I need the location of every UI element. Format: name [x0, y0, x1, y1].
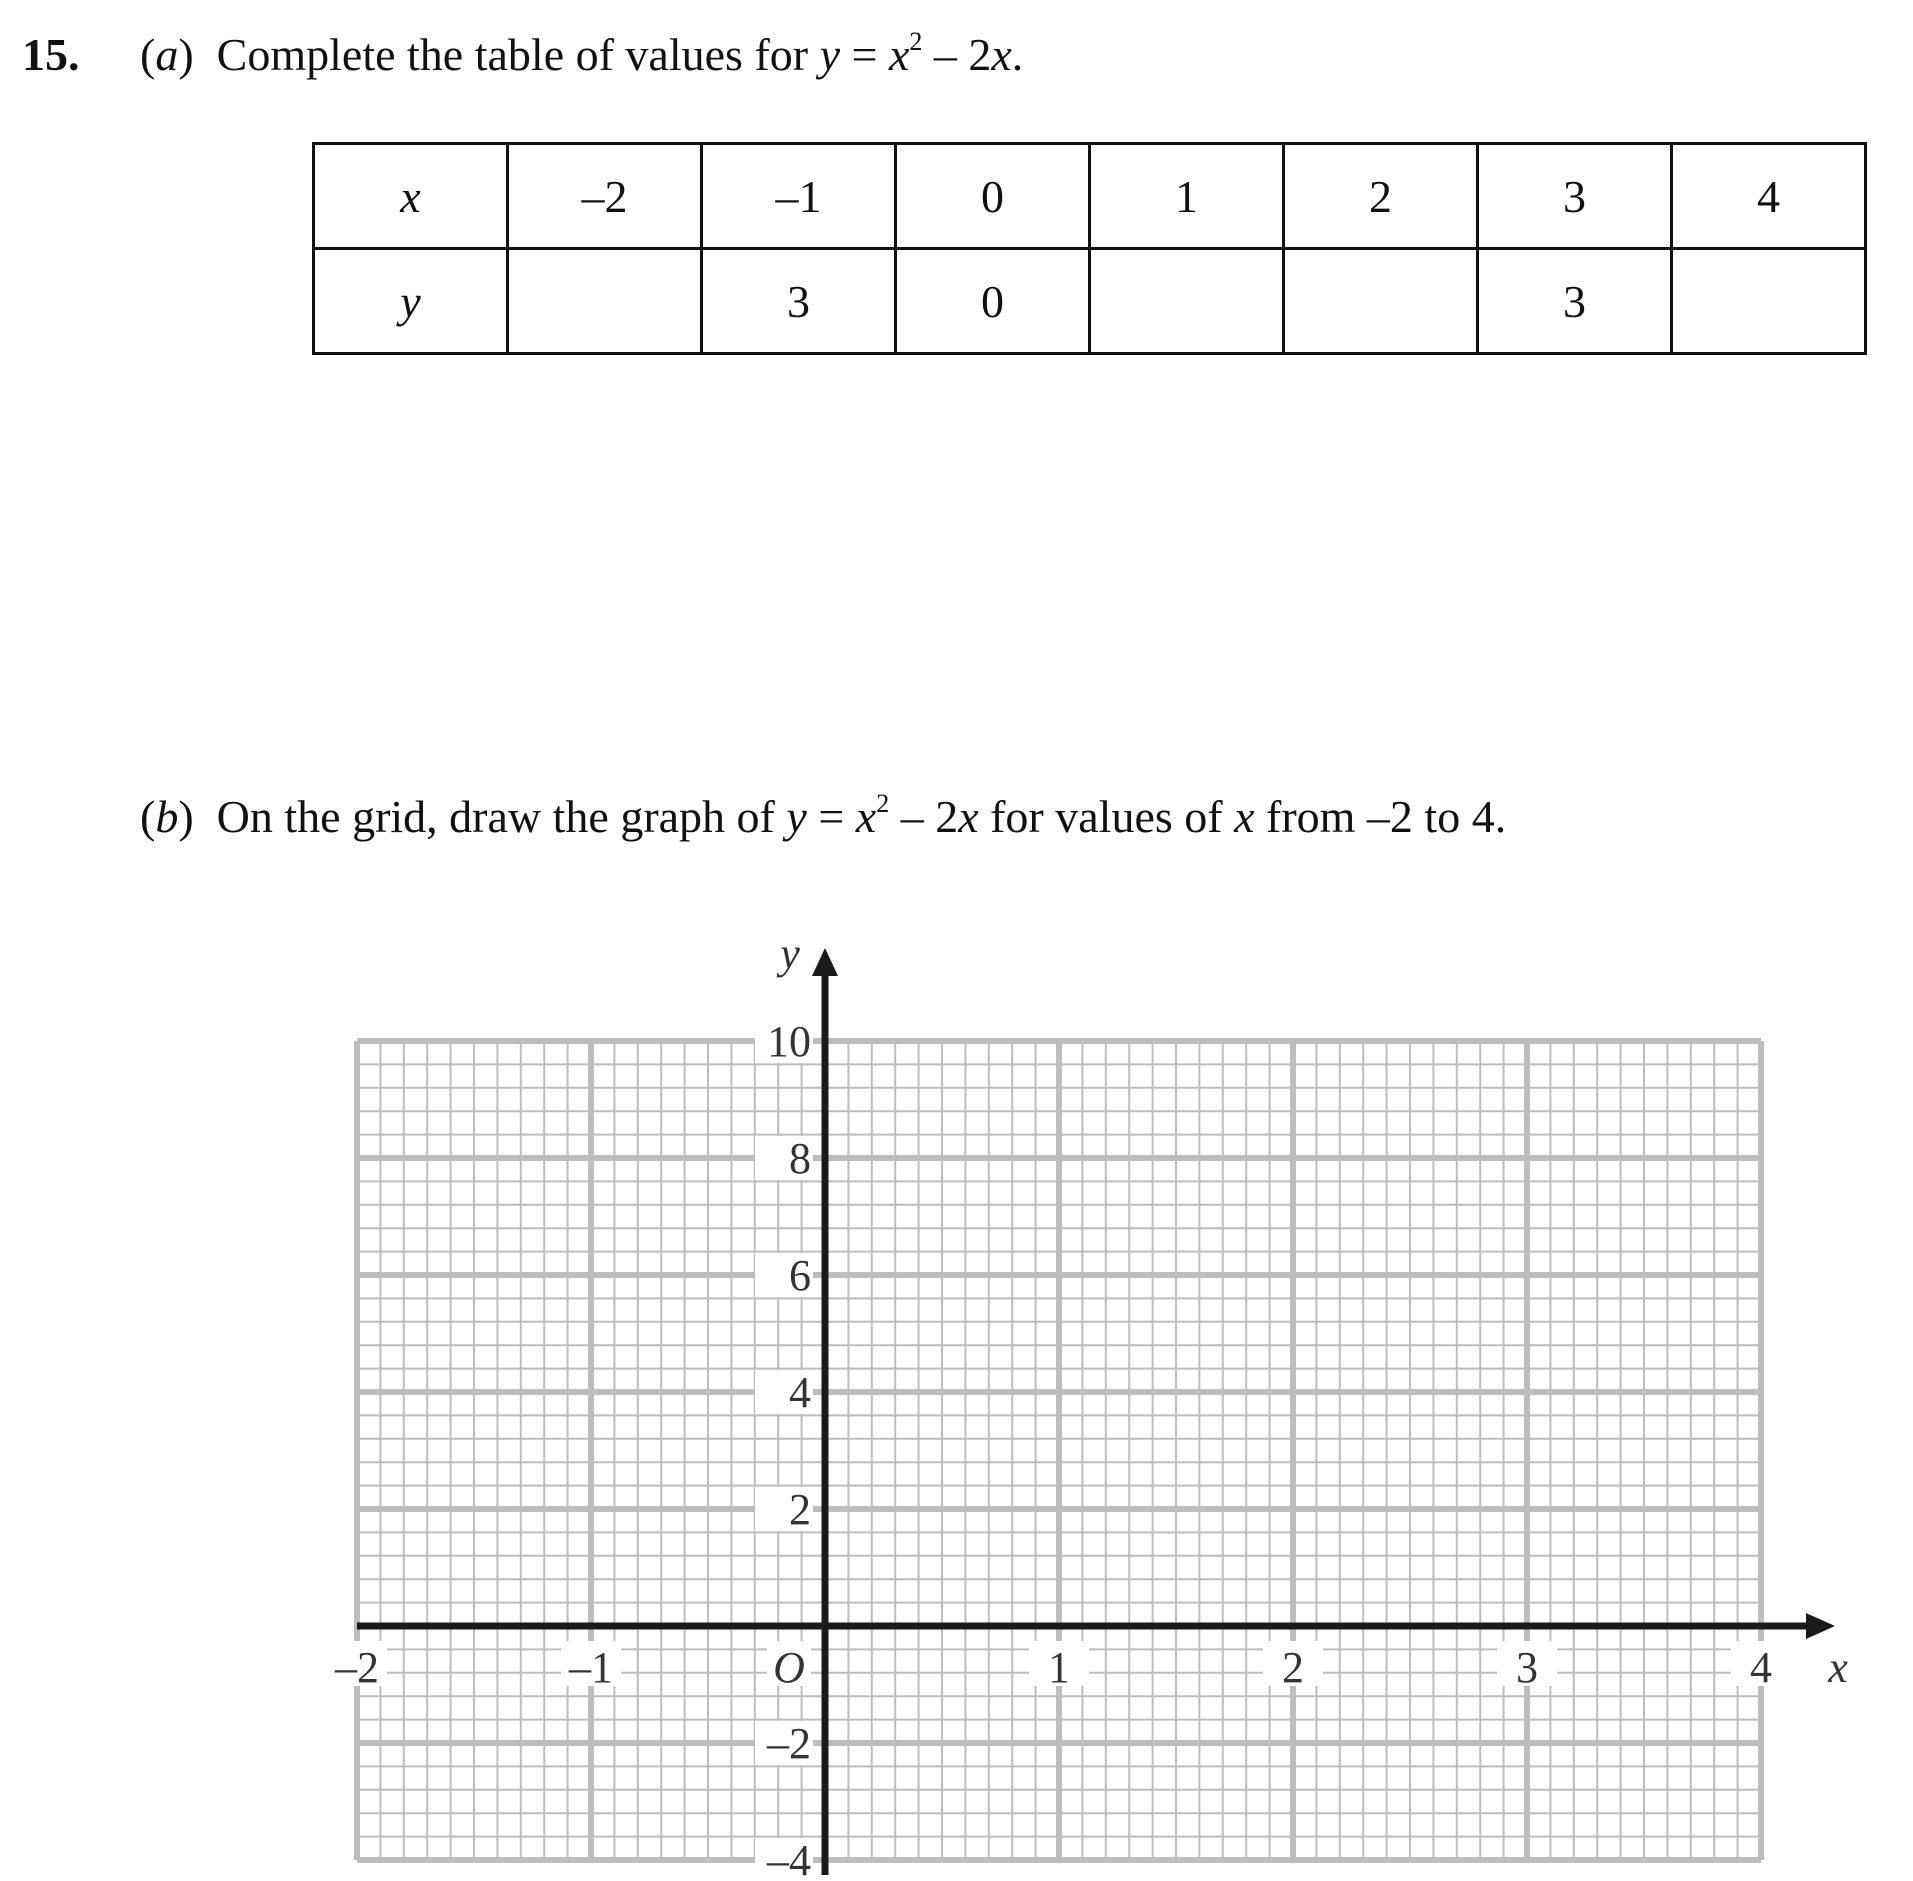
- tail-text-2: from –2 to 4.: [1254, 791, 1507, 842]
- y-tick-label: –4: [767, 1836, 811, 1881]
- part-a-label: (a): [140, 29, 194, 80]
- x-tick-label: 4: [1750, 1643, 1772, 1692]
- table-of-values: [312, 142, 1867, 355]
- y-axis-label: y: [780, 929, 800, 978]
- x-tick-label: 3: [1516, 1643, 1538, 1692]
- y-tick-label: –2: [767, 1719, 811, 1768]
- eq-exponent: 2: [876, 788, 890, 818]
- y-tick-label: 6: [789, 1251, 811, 1300]
- table-cell: x: [314, 144, 508, 249]
- eq-equals: =: [806, 791, 856, 842]
- table-cell: –2: [508, 144, 702, 249]
- eq-x: x: [855, 791, 877, 842]
- x-tick-label: 1: [1048, 1643, 1070, 1692]
- table-cell: 3: [1478, 249, 1672, 354]
- x-axis-label: x: [1828, 1643, 1848, 1692]
- y-tick-label: 4: [789, 1368, 811, 1417]
- eq-y: y: [819, 29, 840, 80]
- eq-x: x: [888, 29, 910, 80]
- tail-x: x: [1234, 791, 1255, 842]
- table-cell: 1: [1090, 144, 1284, 249]
- x-axis-arrow: [1806, 1613, 1835, 1639]
- table-cell: 3: [702, 249, 896, 354]
- part-a-prompt: [140, 28, 1023, 81]
- table-cell: 4: [1672, 144, 1866, 249]
- x-tick-label: –1: [569, 1643, 613, 1692]
- table-cell: –1: [702, 144, 896, 249]
- y-tick-label: 8: [789, 1134, 811, 1183]
- eq-y: y: [786, 791, 807, 842]
- table-row-y: [314, 249, 1866, 354]
- table-row-x: [314, 144, 1866, 249]
- part-a-text: Complete the table of values for: [216, 29, 809, 80]
- table-cell-blank[interactable]: [508, 249, 702, 354]
- table-cell: y: [314, 249, 508, 354]
- graph-grid[interactable]: [0, 900, 1913, 1881]
- part-b-text: On the grid, draw the graph of: [216, 791, 775, 842]
- tail-text-1: for values of: [978, 791, 1235, 842]
- x-tick-label: –2: [335, 1643, 379, 1692]
- table-cell: 0: [896, 249, 1090, 354]
- x-tick-label: 2: [1282, 1643, 1304, 1692]
- eq-x2: x: [991, 29, 1012, 80]
- eq-x2: x: [958, 791, 979, 842]
- question-number: 15.: [22, 29, 80, 80]
- y-axis-arrow: [812, 948, 838, 976]
- table-cell: 3: [1478, 144, 1672, 249]
- table-cell-blank[interactable]: [1672, 249, 1866, 354]
- eq-exponent: 2: [909, 26, 923, 56]
- table-cell-blank[interactable]: [1090, 249, 1284, 354]
- table-cell-blank[interactable]: [1284, 249, 1478, 354]
- y-tick-label: 10: [767, 1017, 811, 1066]
- eq-rest: – 2: [889, 791, 959, 842]
- y-tick-label: 2: [789, 1485, 811, 1534]
- table-cell: 2: [1284, 144, 1478, 249]
- eq-end: .: [1011, 29, 1024, 80]
- part-b-prompt: [140, 790, 1506, 843]
- table-cell: 0: [896, 144, 1090, 249]
- part-b-label: (b): [140, 791, 194, 842]
- origin-label: O: [773, 1643, 805, 1692]
- eq-rest: – 2: [922, 29, 992, 80]
- eq-equals: =: [840, 29, 889, 80]
